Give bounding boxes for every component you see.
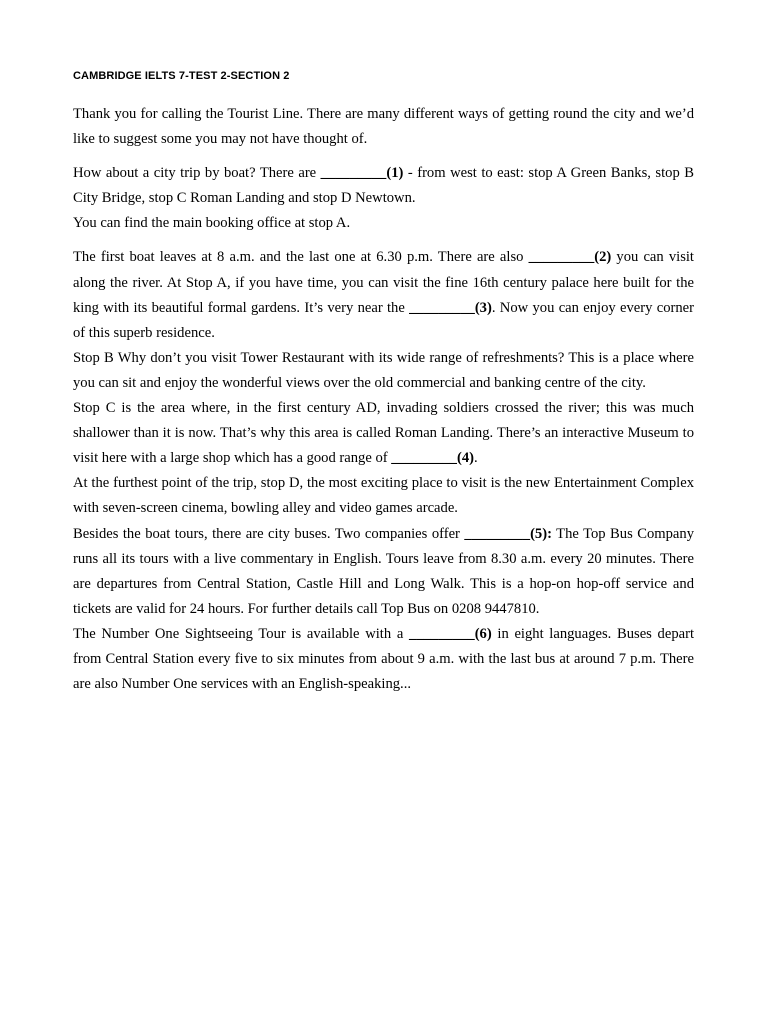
paragraph-city-buses	[73, 522, 694, 622]
paragraph-text: The Top Bus Company runs all its tours with a live commentary in English. Tours leave from 8.30 a.m. every 20 minutes. There are departures from Central Station, Castle Hill and Long Walk. This is a hop-on hop-off service and tickets are valid for 24 hours. For further details call Top Bus on 0208 9447810.	[73, 525, 694, 617]
paragraph-stop-a	[73, 245, 694, 345]
paragraph-text: you can visit along the river. At Stop A, if you have time, you can visit the fine 16th century palace here built for the king with its beautiful formal gardens. It’s very near the	[73, 249, 694, 316]
paragraph-intro: Thank you for calling the Tourist Line. There are many different ways of getting round the city and we’d like to suggest some you may not have thought of.	[73, 106, 694, 148]
paragraph-boat-trip	[73, 161, 694, 211]
paragraph-text: The first boat leaves at 8 a.m. and the last one at 6.30 p.m. There are also	[73, 249, 529, 266]
paragraph-stop-c	[73, 396, 694, 471]
paragraph-text: Stop C is the area where, in the first century AD, invading soldiers crossed the river; this was much shallower than it is now. That’s why this area is called Roman Landing. There’s an interactive Museum to visit here with a large shop which has a good range of	[73, 400, 694, 467]
blank-3: _________(3)	[409, 299, 492, 316]
paragraph-text: in eight languages. Buses depart from Central Station every five to six minutes from about 9 a.m. with the last bus at around 7 p.m. There are also Number One services with an English-speaking...	[73, 625, 695, 693]
blank-6: _________(6)	[409, 625, 492, 642]
paragraph-booking-office: You can find the main booking office at stop A.	[73, 215, 351, 232]
paragraph-text: The Number One Sightseeing Tour is available with a	[73, 625, 410, 642]
blank-1: _________(1)	[320, 165, 404, 182]
paragraph-text: - from west to east: stop A Green Banks, stop B City Bridge, stop C Roman Landing and stop D Newtown.	[73, 165, 694, 207]
paragraph-stop-d: At the furthest point of the trip, stop D, the most exciting place to visit is the new Entertainment Complex with seven-screen cinema, bowling alley and video games arcade.	[73, 475, 694, 517]
paragraph-stop-b: Stop B Why don’t you visit Tower Restaurant with its wide range of refreshments? This is a place where you can sit and enjoy the wonderful views over the old commercial and banking centre of the city.	[73, 349, 694, 391]
blank-5: _________(5):	[464, 525, 552, 542]
paragraph-text: . Now you can enjoy every corner of this superb residence.	[73, 299, 694, 341]
paragraph-text: Besides the boat tours, there are city buses. Two companies offer	[73, 525, 465, 542]
paragraph-number-one	[73, 622, 694, 697]
document-page	[73, 66, 694, 697]
blank-4: _________(4)	[391, 450, 474, 467]
blank-2: _________(2)	[528, 249, 612, 266]
document-heading: CAMBRIDGE IELTS 7-TEST 2-SECTION 2	[73, 70, 290, 82]
paragraph-text: How about a city trip by boat? There are	[73, 165, 321, 182]
paragraph-text: .	[473, 450, 478, 467]
